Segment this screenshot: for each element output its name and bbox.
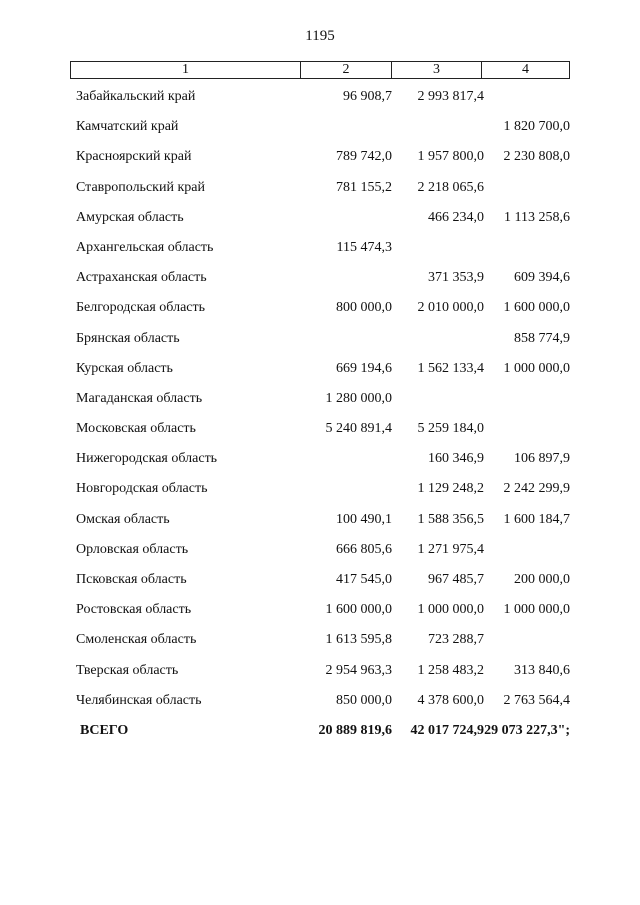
page-number: 1195 — [305, 28, 335, 44]
column-2-value: 100 490,1 — [336, 511, 392, 527]
region-name: Смоленская область — [76, 632, 197, 648]
region-name: Ставропольский край — [76, 179, 205, 195]
column-2-value: 850 000,0 — [336, 692, 392, 708]
column-2-value: 1 280 000,0 — [325, 390, 392, 406]
column-3-value: 2 993 817,4 — [417, 89, 484, 104]
table-row — [0, 511, 640, 541]
region-name: Московская область — [76, 421, 196, 437]
column-4-value: 1 820 700,0 — [503, 119, 570, 135]
column-3-value: 1 000 000,0 — [417, 602, 484, 618]
table-row — [0, 601, 640, 631]
column-4-value: 200 000,0 — [514, 572, 570, 587]
column-3-value: 1 258 483,2 — [417, 662, 484, 678]
header-cell-4: 4 — [522, 62, 529, 77]
region-name: Курская область — [76, 360, 173, 376]
column-4-value: 1 000 000,0 — [503, 360, 570, 376]
table-row — [0, 662, 640, 692]
table-row — [0, 148, 640, 178]
table-row — [0, 420, 640, 450]
column-2-value: 417 545,0 — [336, 572, 392, 587]
column-3-value: 2 010 000,0 — [417, 300, 484, 316]
column-3-value: 160 346,9 — [428, 451, 484, 467]
table-row — [0, 480, 640, 510]
column-4-value: 1 113 258,6 — [504, 209, 570, 225]
column-3-value: 4 378 600,0 — [417, 692, 484, 708]
column-3-value: 967 485,7 — [428, 572, 484, 587]
region-name: Новгородская область — [76, 481, 208, 497]
column-4-value: 106 897,9 — [514, 451, 570, 467]
column-2-value: 666 805,6 — [336, 541, 392, 557]
column-4-value: 609 394,6 — [514, 270, 570, 286]
table-row — [0, 390, 640, 420]
table-header-row — [70, 61, 570, 79]
column-3-value: 1 957 800,0 — [417, 149, 484, 165]
column-3-value: 1 129 248,2 — [417, 481, 484, 497]
table-row — [0, 269, 640, 299]
header-cell-2: 2 — [301, 62, 392, 78]
column-2-value: 1 613 595,8 — [325, 632, 392, 648]
table-row — [0, 88, 640, 118]
column-2-value: 96 908,7 — [343, 89, 392, 104]
region-name: Нижегородская область — [76, 451, 218, 467]
column-2-value: 781 155,2 — [336, 179, 392, 195]
column-4-value: 1 000 000,0 — [503, 602, 570, 618]
table-row — [0, 209, 640, 239]
column-4-value: 2 230 808,0 — [503, 149, 570, 165]
column-2-value: 789 742,0 — [336, 149, 392, 165]
column-2-value: 1 600 000,0 — [325, 602, 392, 618]
total-region-name: ВСЕГО — [80, 722, 129, 738]
column-3-value: 723 288,7 — [428, 632, 484, 648]
column-2-value: 800 000,0 — [336, 300, 392, 316]
column-4-value: 2 763 564,4 — [503, 692, 570, 708]
column-4-value: 313 840,6 — [514, 662, 570, 678]
column-4-value: 1 600 184,7 — [503, 511, 570, 527]
table-row — [0, 179, 640, 209]
header-cell-1: 1 — [71, 62, 301, 78]
region-name: Тверская область — [76, 662, 179, 678]
region-name: Белгородская область — [76, 300, 206, 316]
column-3-value: 466 234,0 — [428, 209, 484, 225]
region-name: Брянская область — [76, 330, 180, 346]
region-name: Забайкальский край — [76, 89, 196, 104]
column-4-value: 1 600 000,0 — [503, 300, 570, 316]
table-row — [0, 541, 640, 571]
region-name: Астраханская область — [76, 270, 207, 286]
column-3-value: 2 218 065,6 — [417, 179, 484, 195]
total-column-3-value: 42 017 724,9 — [410, 722, 484, 738]
total-column-4-value: 29 073 227,3"; — [484, 722, 570, 738]
column-3-value: 1 588 356,5 — [417, 511, 484, 527]
column-3-value: 1 562 133,4 — [417, 360, 484, 376]
table-row — [0, 360, 640, 390]
total-column-2-value: 20 889 819,6 — [318, 722, 392, 738]
region-name: Камчатский край — [76, 119, 179, 135]
column-3-value: 371 353,9 — [428, 270, 484, 286]
table-row — [0, 692, 640, 722]
total-row — [0, 722, 640, 752]
table-row — [0, 299, 640, 329]
column-4-value: 858 774,9 — [514, 330, 570, 346]
column-3-value: 5 259 184,0 — [417, 421, 484, 437]
table-row — [0, 118, 640, 148]
column-4-value: 2 242 299,9 — [503, 481, 570, 497]
region-name: Ростовская область — [76, 602, 192, 618]
table-row — [0, 330, 640, 360]
table-row — [0, 450, 640, 480]
region-name: Омская область — [76, 511, 170, 527]
region-name: Псковская область — [76, 572, 187, 587]
column-3-value: 1 271 975,4 — [417, 541, 484, 557]
table-row — [0, 239, 640, 269]
table-body — [0, 88, 640, 752]
region-name: Архангельская область — [76, 239, 214, 255]
column-2-value: 669 194,6 — [336, 360, 392, 376]
region-name: Магаданская область — [76, 390, 203, 406]
column-2-value: 115 474,3 — [336, 239, 392, 255]
region-name: Челябинская область — [76, 692, 202, 708]
column-2-value: 2 954 963,3 — [325, 662, 392, 678]
table-row — [0, 571, 640, 601]
region-name: Красноярский край — [76, 149, 192, 165]
table-row — [0, 631, 640, 661]
region-name: Орловская область — [76, 541, 189, 557]
column-2-value: 5 240 891,4 — [325, 421, 392, 437]
header-cell-3: 3 — [392, 62, 482, 78]
region-name: Амурская область — [76, 209, 184, 225]
